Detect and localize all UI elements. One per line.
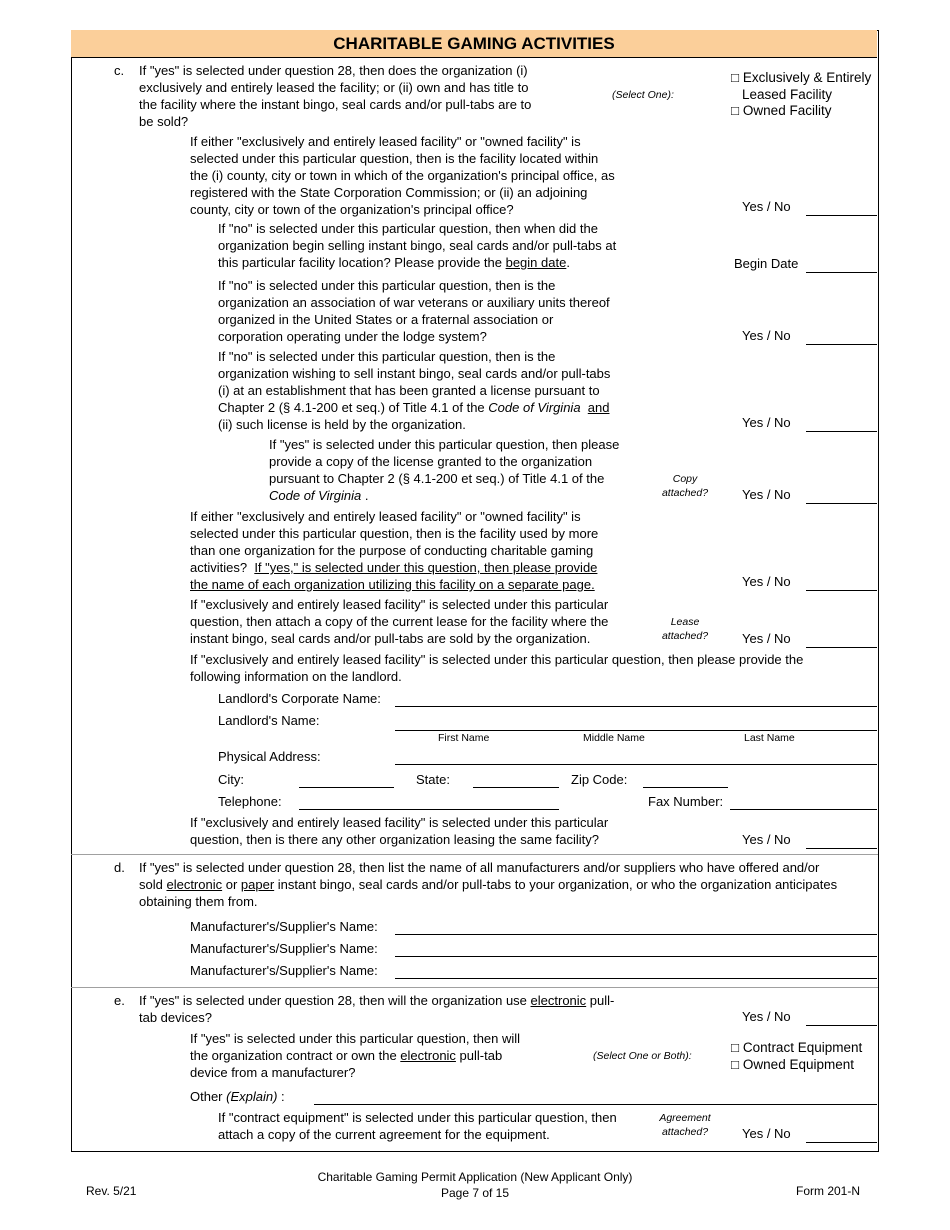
- question-d-text: [139, 859, 837, 910]
- footer-center: [275, 1169, 675, 1201]
- text-line: exclusively and entirely leased the facility; or (ii) own and has title to: [139, 80, 529, 95]
- physical-address-label: Physical Address:: [218, 749, 321, 764]
- text-line: pursuant to Chapter 2 (§ 4.1-200 et seq.) of Title 4.1 of the: [269, 471, 605, 486]
- checkbox-icon[interactable]: □: [731, 103, 740, 118]
- section-divider: [71, 987, 878, 988]
- checkbox-icon[interactable]: □: [731, 70, 740, 85]
- question-c-license: [218, 348, 610, 433]
- item-letter-c: c.: [114, 63, 125, 78]
- zip-label: Zip Code:: [571, 772, 628, 787]
- footer-form-number: Form 201-N: [796, 1184, 861, 1198]
- text-line: the (i) county, city or town in which of the organization's principal office, as: [190, 168, 615, 183]
- question-c-begin: [218, 220, 616, 271]
- text-line: organized in the United States or a fraternal association or: [218, 312, 554, 327]
- agreement-attached-label: Agreement attached?: [659, 1112, 711, 1138]
- yes-no-label: Yes / No: [742, 1126, 791, 1141]
- copy-attached-label: Copy attached?: [661, 473, 709, 499]
- text-line: question, then is there any other organization leasing the same facility?: [190, 832, 600, 847]
- checkbox-icon[interactable]: □: [731, 1057, 740, 1072]
- city-field[interactable]: [299, 787, 394, 788]
- question-c-shared: [190, 508, 598, 593]
- manufacturer-label: Manufacturer's/Supplier's Name:: [190, 963, 378, 978]
- state-label: State:: [416, 772, 450, 787]
- answer-line[interactable]: [806, 503, 877, 504]
- yes-no-label: Yes / No: [742, 631, 791, 646]
- text-line: attach a copy of the current agreement for the equipment.: [218, 1127, 550, 1142]
- text-line: the name of each organization utilizing this facility on a separate page.: [190, 577, 595, 592]
- landlord-name-field[interactable]: [395, 730, 877, 731]
- manufacturer-field[interactable]: [395, 978, 877, 979]
- text-line: Chapter 2 (§ 4.1-200 et seq.) of Title 4.1 of the Code of Virginia and: [218, 400, 610, 415]
- yes-no-label: Yes / No: [742, 487, 791, 502]
- question-c-other-lessee: [190, 814, 608, 848]
- text-line: the organization contract or own the electronic pull-tab: [190, 1048, 503, 1063]
- facility-option-leased-line2: Leased Facility: [742, 87, 833, 102]
- begin-date-underlined: begin date: [505, 255, 567, 270]
- text-line: If "no" is selected under this particular question, then when did the: [218, 221, 598, 236]
- text-line: If "exclusively and entirely leased facility" is selected under this particular: [190, 815, 609, 830]
- text-line: If "yes" is selected under question 28, then will the organization use electronic pull-: [139, 993, 615, 1008]
- text-line: selected under this particular question, then is the facility located within: [190, 151, 599, 166]
- yes-no-label: Yes / No: [742, 328, 791, 343]
- answer-line[interactable]: [806, 647, 877, 648]
- text-line: tab devices?: [139, 1010, 212, 1025]
- telephone-label: Telephone:: [218, 794, 282, 809]
- begin-date-line[interactable]: [806, 272, 877, 273]
- section-divider: [71, 854, 878, 855]
- question-e-agreement: [218, 1109, 617, 1143]
- text-line: If "no" is selected under this particular question, then is the: [218, 349, 556, 364]
- text-line: sold electronic or paper instant bingo, seal cards and/or pull-tabs to your organization, or who the organization anticipates: [139, 877, 838, 892]
- yes-no-label: Yes / No: [742, 415, 791, 430]
- checkbox-icon[interactable]: □: [731, 1040, 740, 1055]
- option-label: Contract Equipment: [742, 1040, 863, 1055]
- fax-label: Fax Number:: [648, 794, 724, 809]
- question-c-landlord: [190, 651, 803, 685]
- manufacturer-label: Manufacturer's/Supplier's Name:: [190, 941, 378, 956]
- landlord-corp-field[interactable]: [395, 706, 877, 707]
- answer-line[interactable]: [806, 590, 877, 591]
- option-label: Owned Equipment: [742, 1057, 854, 1072]
- facility-option-owned[interactable]: [731, 102, 831, 119]
- text-line: activities? If "yes," is selected under this question, then please provide: [190, 560, 598, 575]
- footer-revision: Rev. 5/21: [86, 1184, 137, 1198]
- manufacturer-field[interactable]: [395, 934, 877, 935]
- text-line: this particular facility location? Please provide the begin date.: [218, 255, 570, 270]
- text-line: be sold?: [139, 114, 189, 129]
- footer-application-name: Charitable Gaming Permit Application (New Applicant Only): [317, 1170, 633, 1184]
- text-line: county, city or town of the organization's principal office?: [190, 202, 514, 217]
- yes-no-label: Yes / No: [742, 574, 791, 589]
- text-line: (ii) such license is held by the organization.: [218, 417, 466, 432]
- answer-line[interactable]: [806, 848, 877, 849]
- lease-attached-label: Lease attached?: [661, 616, 709, 642]
- manufacturer-field[interactable]: [395, 956, 877, 957]
- city-label: City:: [218, 772, 244, 787]
- text-line: provide a copy of the license granted to the organization: [269, 454, 593, 469]
- question-e-contract-own: [190, 1030, 520, 1081]
- text-line: registered with the State Corporation Commission; or (ii) an adjoining: [190, 185, 588, 200]
- text-line: instant bingo, seal cards and/or pull-tabs are sold by the organization.: [190, 631, 591, 646]
- text-line: If "yes" is selected under question 28, then list the name of all manufacturers and/or suppliers who have offered and/or: [139, 860, 820, 875]
- text-line: organization wishing to sell instant bingo, seal cards and/or pull-tabs: [218, 366, 611, 381]
- text-line: If "exclusively and entirely leased facility" is selected under this particular: [190, 597, 609, 612]
- other-explain-field[interactable]: [314, 1104, 877, 1105]
- equipment-option-owned[interactable]: [731, 1056, 854, 1073]
- yes-no-label: Yes / No: [742, 1009, 791, 1024]
- telephone-field[interactable]: [299, 809, 559, 810]
- question-e-text: [139, 992, 614, 1026]
- facility-option-leased[interactable]: [731, 69, 871, 86]
- text-line: (i) at an establishment that has been granted a license pursuant to: [218, 383, 600, 398]
- item-letter-e: e.: [114, 993, 125, 1008]
- text-line: selected under this particular question, then is the facility used by more: [190, 526, 599, 541]
- question-c-lease: [190, 596, 608, 647]
- zip-field[interactable]: [643, 787, 728, 788]
- select-one-or-both-label: (Select One or Both):: [593, 1050, 692, 1062]
- page-number: Page 7 of 15: [440, 1186, 510, 1200]
- text-line: organization an association of war veterans or auxiliary units thereof: [218, 295, 610, 310]
- answer-line[interactable]: [806, 431, 877, 432]
- text-line: obtaining them from.: [139, 894, 258, 909]
- answer-line[interactable]: [806, 1142, 877, 1143]
- text-line: If "yes" is selected under this particular question, then will: [190, 1031, 521, 1046]
- other-explain-label: Other (Explain) :: [190, 1089, 285, 1104]
- answer-line[interactable]: [806, 344, 877, 345]
- text-line: If "contract equipment" is selected under this particular question, then: [218, 1110, 617, 1125]
- text-line: If either "exclusively and entirely leased facility" or "owned facility" is: [190, 134, 581, 149]
- text-line: If "yes" is selected under question 28, then does the organization (i): [139, 63, 528, 78]
- question-c-veterans: [218, 277, 610, 345]
- question-c-text: [139, 62, 531, 130]
- middle-name-caption: Middle Name: [583, 732, 645, 744]
- text-line: corporation operating under the lodge system?: [218, 329, 487, 344]
- landlord-name-label: Landlord's Name:: [218, 713, 320, 728]
- text-line: If "exclusively and entirely leased facility" is selected under this particular question, then please provide the: [190, 652, 804, 667]
- answer-line[interactable]: [806, 215, 877, 216]
- text-line: following information on the landlord.: [190, 669, 402, 684]
- text-line: organization begin selling instant bingo, seal cards and/or pull-tabs at: [218, 238, 617, 253]
- text-line: the facility where the instant bingo, seal cards and/or pull-tabs are to: [139, 97, 532, 112]
- item-letter-d: d.: [114, 860, 125, 875]
- text-line: device from a manufacturer?: [190, 1065, 356, 1080]
- last-name-caption: Last Name: [744, 732, 795, 744]
- question-c-location: [190, 133, 615, 218]
- yes-no-label: Yes / No: [742, 832, 791, 847]
- begin-date-label: Begin Date: [734, 256, 799, 271]
- section-title: CHARITABLE GAMING ACTIVITIES: [71, 30, 877, 58]
- first-name-caption: First Name: [438, 732, 490, 744]
- equipment-option-contract[interactable]: [731, 1039, 862, 1056]
- text-line: If "yes" is selected under this particular question, then please: [269, 437, 620, 452]
- text-line: than one organization for the purpose of conducting charitable gaming: [190, 543, 594, 558]
- manufacturer-label: Manufacturer's/Supplier's Name:: [190, 919, 378, 934]
- landlord-corp-label: Landlord's Corporate Name:: [218, 691, 381, 706]
- physical-address-field[interactable]: [395, 764, 877, 765]
- text-line: question, then attach a copy of the current lease for the facility where the: [190, 614, 609, 629]
- select-one-label: (Select One):: [612, 89, 674, 101]
- text-line: Code of Virginia .: [269, 488, 369, 503]
- option-label: Exclusively & Entirely: [742, 70, 872, 85]
- option-label: Owned Facility: [742, 103, 832, 118]
- text-line: If "no" is selected under this particular question, then is the: [218, 278, 556, 293]
- state-field[interactable]: [473, 787, 559, 788]
- text-line: If either "exclusively and entirely leased facility" or "owned facility" is: [190, 509, 581, 524]
- answer-line[interactable]: [806, 1025, 877, 1026]
- question-c-license-copy: [269, 436, 619, 504]
- fax-field[interactable]: [730, 809, 877, 810]
- yes-no-label: Yes / No: [742, 199, 791, 214]
